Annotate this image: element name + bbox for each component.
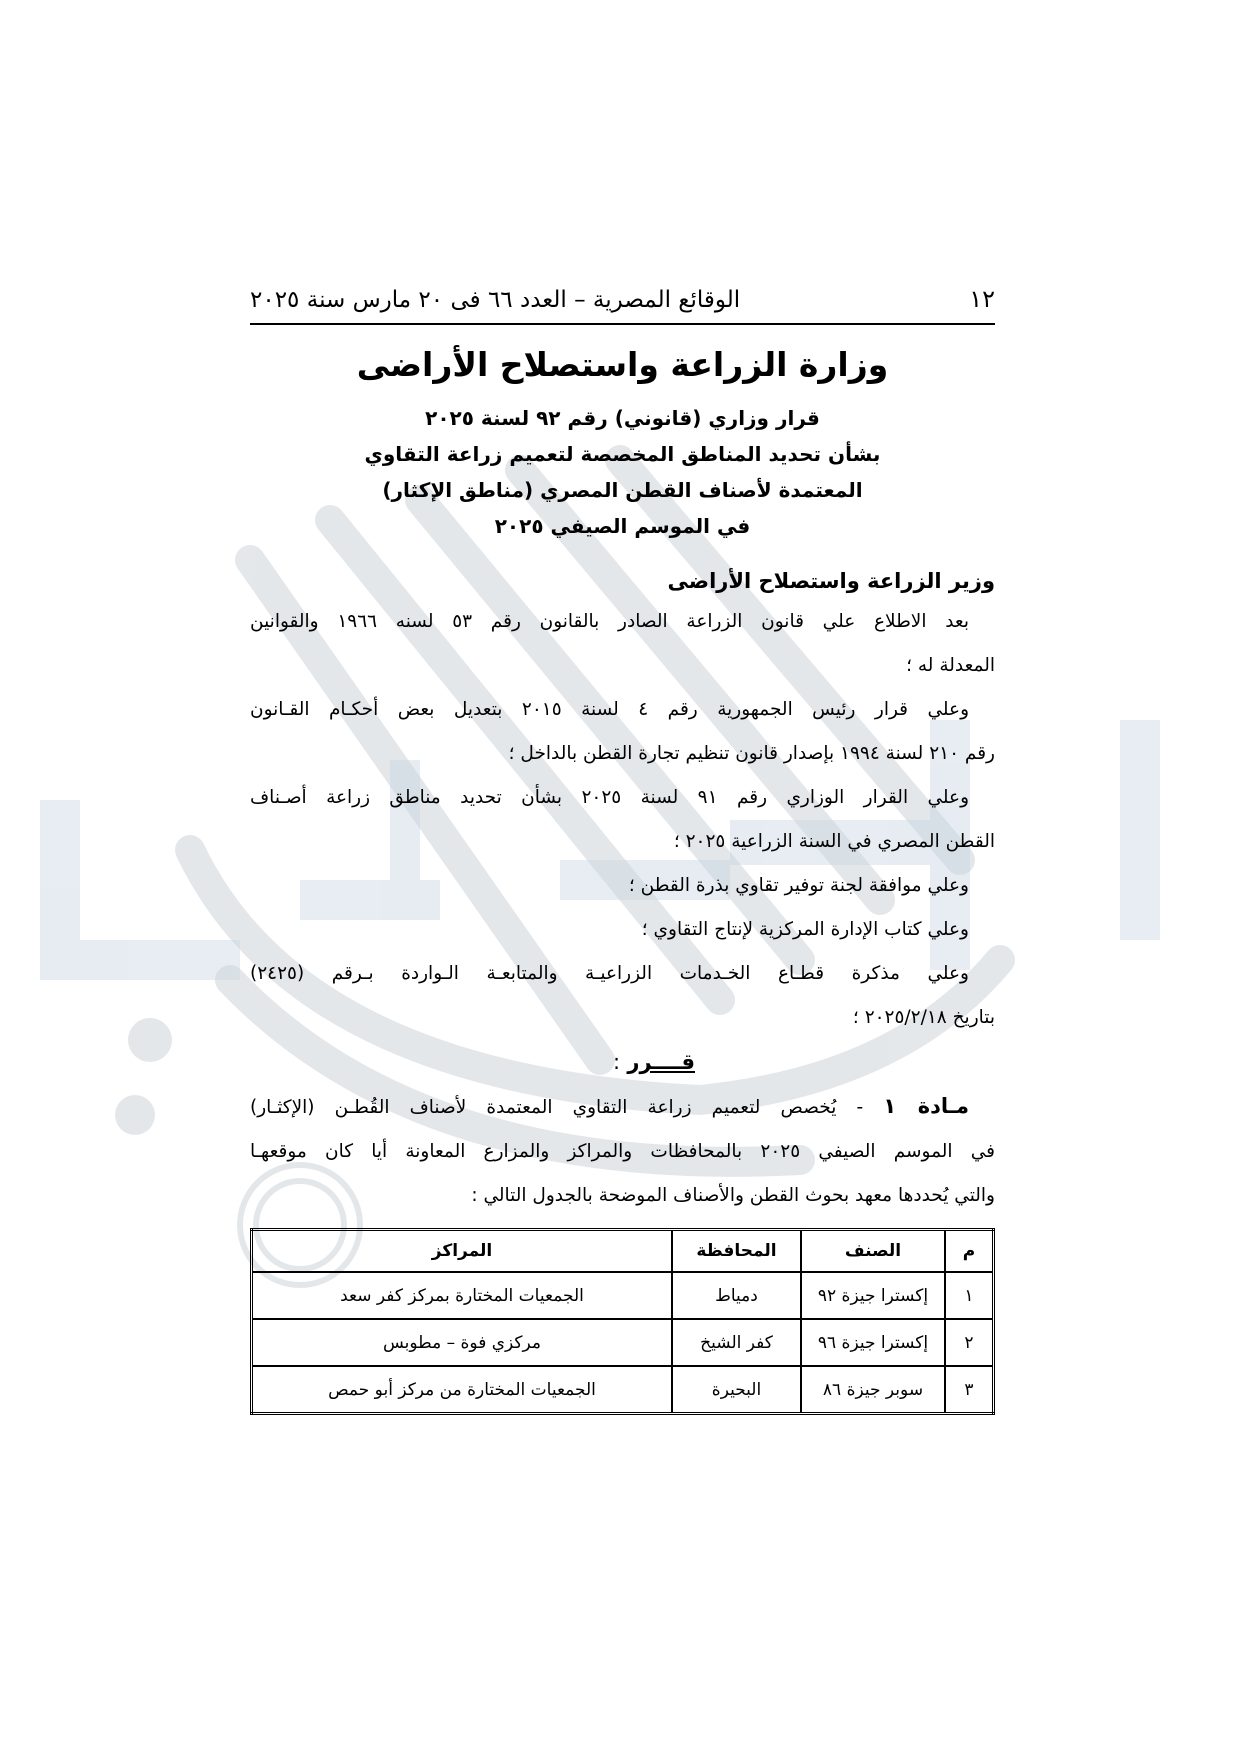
cell-governorate: البحيرة bbox=[672, 1366, 801, 1414]
cell-governorate: كفر الشيخ bbox=[672, 1319, 801, 1366]
recital-6-line-2: بتاريخ ٢٠٢٥/٢/١٨ ؛ bbox=[852, 1007, 995, 1028]
decided-label: قــــرر bbox=[627, 1050, 695, 1074]
cell-variety: إكسترا جيزة ٩٢ bbox=[801, 1272, 945, 1319]
decree-title: قرار وزاري (قانوني) رقم ٩٢ لسنة ٢٠٢٥ bbox=[425, 406, 820, 430]
decided-colon: : bbox=[612, 1050, 621, 1074]
article-1-text: - يُخصص لتعميم زراعة التقاوي المعتمدة لأصناف القُطـن (الإكثـار) bbox=[250, 1097, 864, 1118]
subject-line-2: المعتمدة لأصناف القطن المصري (مناطق الإكثار) bbox=[382, 478, 863, 502]
page-number: ١٢ bbox=[969, 285, 995, 313]
ministry-title: وزارة الزراعة واستصلاح الأراضى bbox=[356, 345, 889, 384]
recital-1-line-1: بعد الاطلاع علي قانون الزراعة الصادر بالقانون رقم ٥٣ لسنه ١٩٦٦ والقوانين bbox=[250, 611, 969, 632]
cell-governorate: دمياط bbox=[672, 1272, 801, 1319]
cell-variety: سوبر جيزة ٨٦ bbox=[801, 1366, 945, 1414]
cell-centers: الجمعيات المختارة من مركز أبو حمص bbox=[252, 1366, 673, 1414]
cell-variety: إكسترا جيزة ٩٦ bbox=[801, 1319, 945, 1366]
recital-5: وعلي كتاب الإدارة المركزية لإنتاج التقاوي ؛ bbox=[641, 919, 969, 940]
gazette-page bbox=[250, 285, 995, 1415]
recital-6-line-1: وعلي مذكرة قطـاع الخـدمات الزراعيـة والمتابعـة الـواردة بـرقم (٢٤٢٥) bbox=[250, 963, 969, 984]
zones-table bbox=[250, 1228, 995, 1415]
subject-line-3: في الموسم الصيفي ٢٠٢٥ bbox=[494, 514, 751, 538]
recital-1-line-2: المعدلة له ؛ bbox=[906, 655, 995, 676]
header-variety: الصنف bbox=[801, 1230, 945, 1273]
header-governorate: المحافظة bbox=[672, 1230, 801, 1273]
article-1-label: مـادة ١ bbox=[883, 1094, 969, 1118]
header-number: م bbox=[945, 1230, 994, 1273]
article-1-line-1 bbox=[250, 1084, 995, 1130]
table-row bbox=[252, 1319, 994, 1366]
table-header-row bbox=[252, 1230, 994, 1273]
recital-3-line-1: وعلي القرار الوزاري رقم ٩١ لسنة ٢٠٢٥ بشأن تحديد مناطق زراعة أصـناف bbox=[250, 787, 969, 808]
decided-heading bbox=[250, 1040, 695, 1084]
article-1-line-3: والتي يُحددها معهد بحوث القطن والأصناف الموضحة بالجدول التالي : bbox=[471, 1185, 995, 1206]
cell-number: ٣ bbox=[945, 1366, 994, 1414]
minister-heading: وزير الزراعة واستصلاح الأراضى bbox=[667, 569, 995, 593]
recital-2-line-2: رقم ٢١٠ لسنة ١٩٩٤ بإصدار قانون تنظيم تجارة القطن بالداخل ؛ bbox=[508, 743, 995, 764]
cell-centers: الجمعيات المختارة بمركز كفر سعد bbox=[252, 1272, 673, 1319]
recital-2-line-1: وعلي قرار رئيس الجمهورية رقم ٤ لسنة ٢٠١٥ بتعديل بعض أحكـام القـانون bbox=[250, 699, 969, 720]
page-header bbox=[250, 285, 995, 325]
table-row bbox=[252, 1366, 994, 1414]
recital-3-line-2: القطن المصري في السنة الزراعية ٢٠٢٥ ؛ bbox=[673, 831, 995, 852]
subject-line-1: بشأن تحديد المناطق المخصصة لتعميم زراعة التقاوي bbox=[364, 442, 881, 466]
header-centers: المراكز bbox=[252, 1230, 673, 1273]
article-1-line-2: في الموسم الصيفي ٢٠٢٥ بالمحافظات والمراكز والمزارع المعاونة أيا كان موقعهـا bbox=[250, 1141, 995, 1162]
cell-centers: مركزي فوة – مطوبس bbox=[252, 1319, 673, 1366]
cell-number: ١ bbox=[945, 1272, 994, 1319]
table-row bbox=[252, 1272, 994, 1319]
cell-number: ٢ bbox=[945, 1319, 994, 1366]
running-title: الوقائع المصرية – العدد ٦٦ فى ٢٠ مارس سنة ٢٠٢٥ bbox=[250, 287, 741, 313]
recital-4: وعلي موافقة لجنة توفير تقاوي بذرة القطن ؛ bbox=[628, 875, 969, 896]
